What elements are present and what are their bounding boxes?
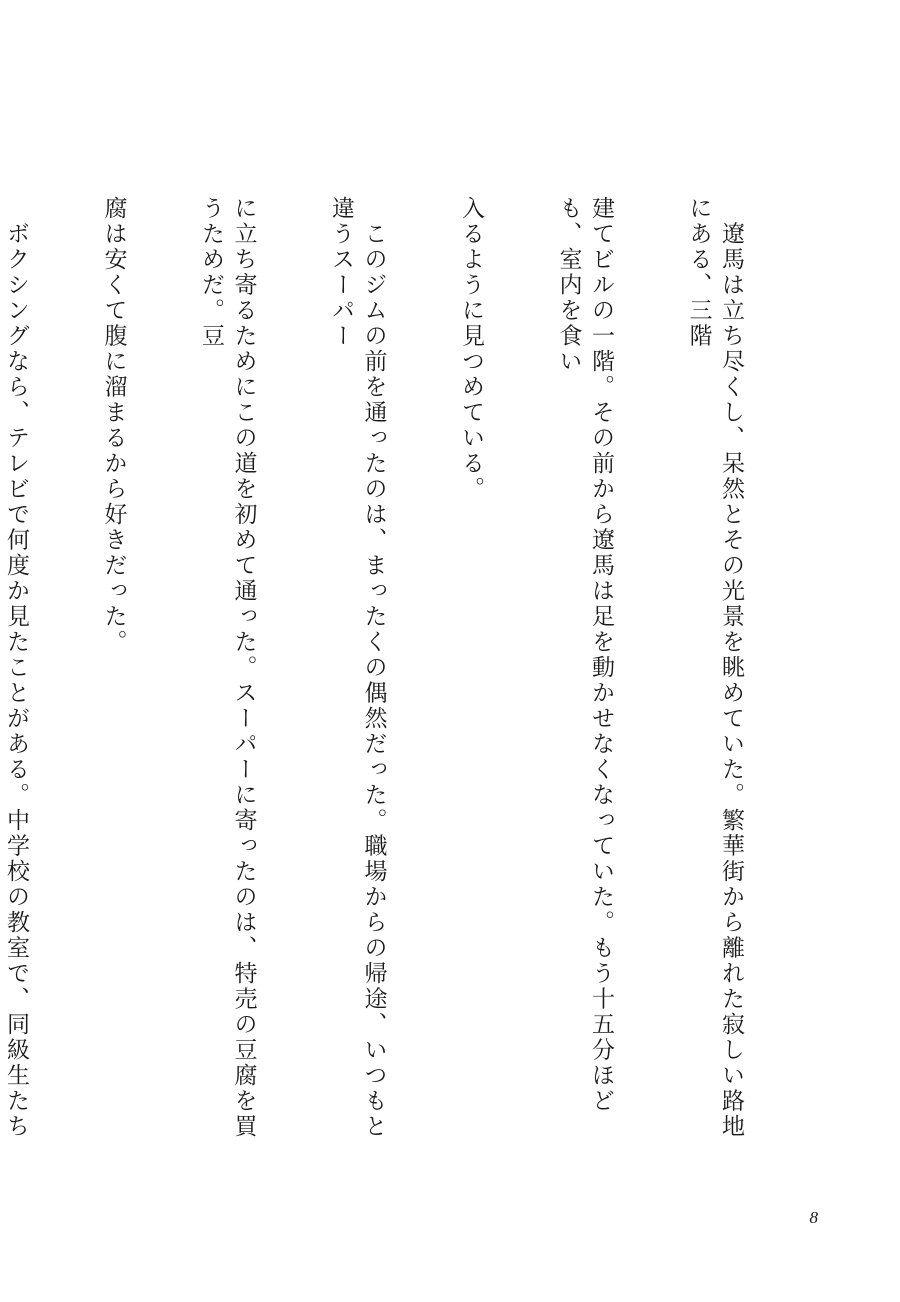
text-line: ボクシングなら、テレビで何度か見たことがある。中学校の教室で、同級生たち [3,221,29,1140]
text-line: 建てビルの一階。その前から遼馬は足を動かせなくなっていた。もう十五分ほども、室内を食い [555,196,614,1114]
body-text [0,196,812,1156]
text-line: 腐は安くて腹に溜まるから好きだった。 [100,196,127,655]
text-line: 入るように見つめている。 [458,196,484,502]
text-line: に立ち寄るためにこの道を初めて通った。スーパーに寄ったのは、特売の豆腐を買うためだ。豆 [198,196,257,1140]
text-line: このジムの前を通ったのは、まったくの偶然だった。職場からの帰途、いつもと違うスーパー [328,196,387,1140]
page-number: 8 [809,1208,818,1227]
text-line: 遼馬は立ち尽くし、呆然とその光景を眺めていた。繁華街から離れた寂しい路地にある、三階 [685,196,744,1140]
